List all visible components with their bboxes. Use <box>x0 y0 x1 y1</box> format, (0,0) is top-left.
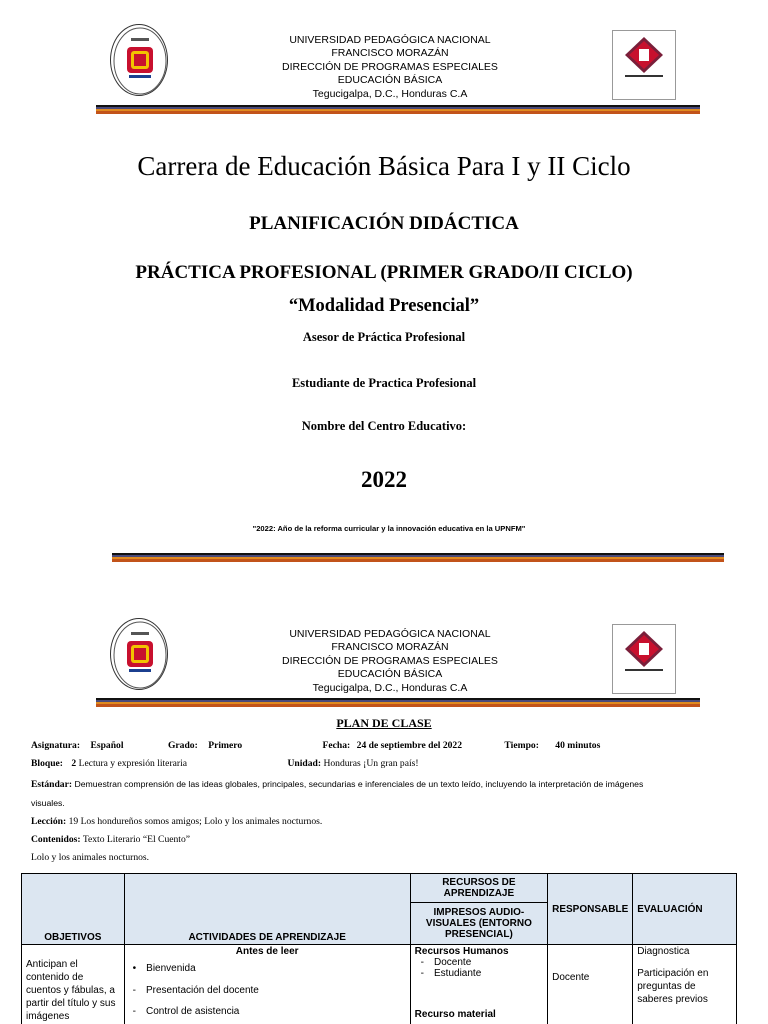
plan-extra-line: Lolo y los animales nocturnos. <box>31 852 150 863</box>
header-recursos: RECURSOS DE APRENDIZAJE <box>410 874 547 903</box>
header-actividades: ACTIVIDADES DE APRENDIZAJE <box>124 874 410 945</box>
header-institution-text <box>240 34 540 101</box>
cell-recursos <box>410 945 547 1024</box>
leccion-label: Lección: <box>31 816 67 827</box>
fecha-label: Fecha: <box>322 740 351 751</box>
header-divider-stripe <box>96 698 700 707</box>
header-line: DIRECCIÓN DE PROGRAMAS ESPECIALES <box>282 654 498 667</box>
recursos-humanos-list <box>415 957 543 979</box>
header-line: EDUCACIÓN BÁSICA <box>337 74 443 87</box>
plan-info-contenidos <box>31 834 190 846</box>
tiempo-value: 40 minutos <box>555 740 601 751</box>
cover-subtitle: PLANIFICACIÓN DIDÁCTICA <box>249 213 519 234</box>
activities-list <box>129 963 406 1024</box>
header-institution-text <box>240 628 540 695</box>
header-line: Tegucigalpa, D.C., Honduras C.A <box>312 87 468 100</box>
programas-especiales-logo-icon <box>612 624 676 694</box>
student-label: Estudiante de Practica Profesional <box>291 376 477 390</box>
estandar-label: Estándar: <box>31 779 73 790</box>
header-objetivos: OBJETIVOS <box>22 874 125 945</box>
cell-actividades <box>124 945 410 1024</box>
grado-label: Grado: <box>167 740 198 751</box>
list-item: - Control de asistencia <box>132 1006 240 1017</box>
header-recursos-sub: IMPRESOS AUDIO-VISUALES (ENTORNO PRESENCIAL) <box>410 903 547 945</box>
cover-title: Carrera de Educación Básica Para I y II Ciclo <box>137 151 631 181</box>
contenidos-value: Texto Literario “El Cuento” <box>82 834 191 845</box>
cover-divider-stripe <box>112 553 724 562</box>
cover-year: 2022 <box>361 467 407 492</box>
advisor-label: Asesor de Práctica Profesional <box>302 330 466 344</box>
plan-info-row-1 <box>31 740 600 752</box>
asignatura-value: Español <box>90 740 124 751</box>
plan-info-row-2 <box>31 758 419 770</box>
header-line: FRANCISCO MORAZÁN <box>331 641 449 654</box>
recurso-material-label: Recurso material <box>414 1009 496 1020</box>
bloque-number: 2 <box>71 758 77 769</box>
header-divider-stripe <box>96 105 700 114</box>
plan-title: PLAN DE CLASE <box>336 716 432 730</box>
header-line: EDUCACIÓN BÁSICA <box>337 668 443 681</box>
cell-responsable: Docente <box>548 945 633 1024</box>
cover-modality: “Modalidad Presencial” <box>288 296 480 316</box>
header-line: DIRECCIÓN DE PROGRAMAS ESPECIALES <box>282 60 498 73</box>
plan-info-estandar <box>31 778 643 791</box>
grado-value: Primero <box>208 740 243 751</box>
evaluacion-desc: Participación en preguntas de saberes previos <box>637 968 709 1005</box>
asignatura-label: Asignatura: <box>31 740 81 751</box>
center-label: Nombre del Centro Educativo: <box>301 419 467 433</box>
list-item: • Bienvenida <box>132 963 196 974</box>
cover-motto: "2022: Año de la reforma curricular y la innovación educativa en la UPNFM" <box>252 524 526 533</box>
university-seal-icon <box>110 618 168 690</box>
cover-practice: PRÁCTICA PROFESIONAL (PRIMER GRADO/II CICLO) <box>135 262 633 283</box>
cell-objetivo: Anticipan el contenido de cuentos y fábulas, a partir del título y sus imágenes <box>22 945 125 1024</box>
contenidos-label: Contenidos: <box>31 834 81 845</box>
unidad-label: Unidad: <box>287 758 322 769</box>
evaluacion-tipo: Diagnostica <box>637 946 690 957</box>
list-item: - Estudiante <box>420 968 482 979</box>
estandar-value-continued: visuales. <box>31 798 65 808</box>
tiempo-label: Tiempo: <box>504 740 539 751</box>
list-item: - Docente <box>420 957 472 968</box>
phase-label: Antes de leer <box>235 946 299 957</box>
header-evaluacion: EVALUACIÓN <box>633 874 737 945</box>
programas-especiales-logo-icon <box>612 30 676 100</box>
header-line: FRANCISCO MORAZÁN <box>331 47 449 60</box>
university-seal-icon <box>110 24 168 96</box>
plan-info-leccion <box>31 816 322 828</box>
recursos-humanos-label: Recursos Humanos <box>414 946 509 957</box>
header-line: UNIVERSIDAD PEDAGÓGICA NACIONAL <box>289 628 491 640</box>
lesson-plan-table <box>21 873 737 1024</box>
unidad-value: Honduras ¡Un gran país! <box>323 758 419 769</box>
estandar-value: Demuestran comprensión de las ideas globales, principales, secundarias e inferenciales de un texto leído, incluyendo la interpretación de imágenes <box>74 779 644 789</box>
header-line: UNIVERSIDAD PEDAGÓGICA NACIONAL <box>289 34 491 46</box>
cell-evaluacion <box>633 945 737 1024</box>
bloque-value: Lectura y expresión literaria <box>78 758 188 769</box>
header-line: Tegucigalpa, D.C., Honduras C.A <box>312 681 468 694</box>
header-responsable: RESPONSABLE <box>548 874 633 945</box>
bloque-label: Bloque: <box>31 758 63 769</box>
leccion-value: 19 Los hondureños somos amigos; Lolo y los animales nocturnos. <box>68 816 323 827</box>
list-item: - Presentación del docente <box>132 984 259 996</box>
fecha-value: 24 de septiembre del 2022 <box>356 740 463 751</box>
